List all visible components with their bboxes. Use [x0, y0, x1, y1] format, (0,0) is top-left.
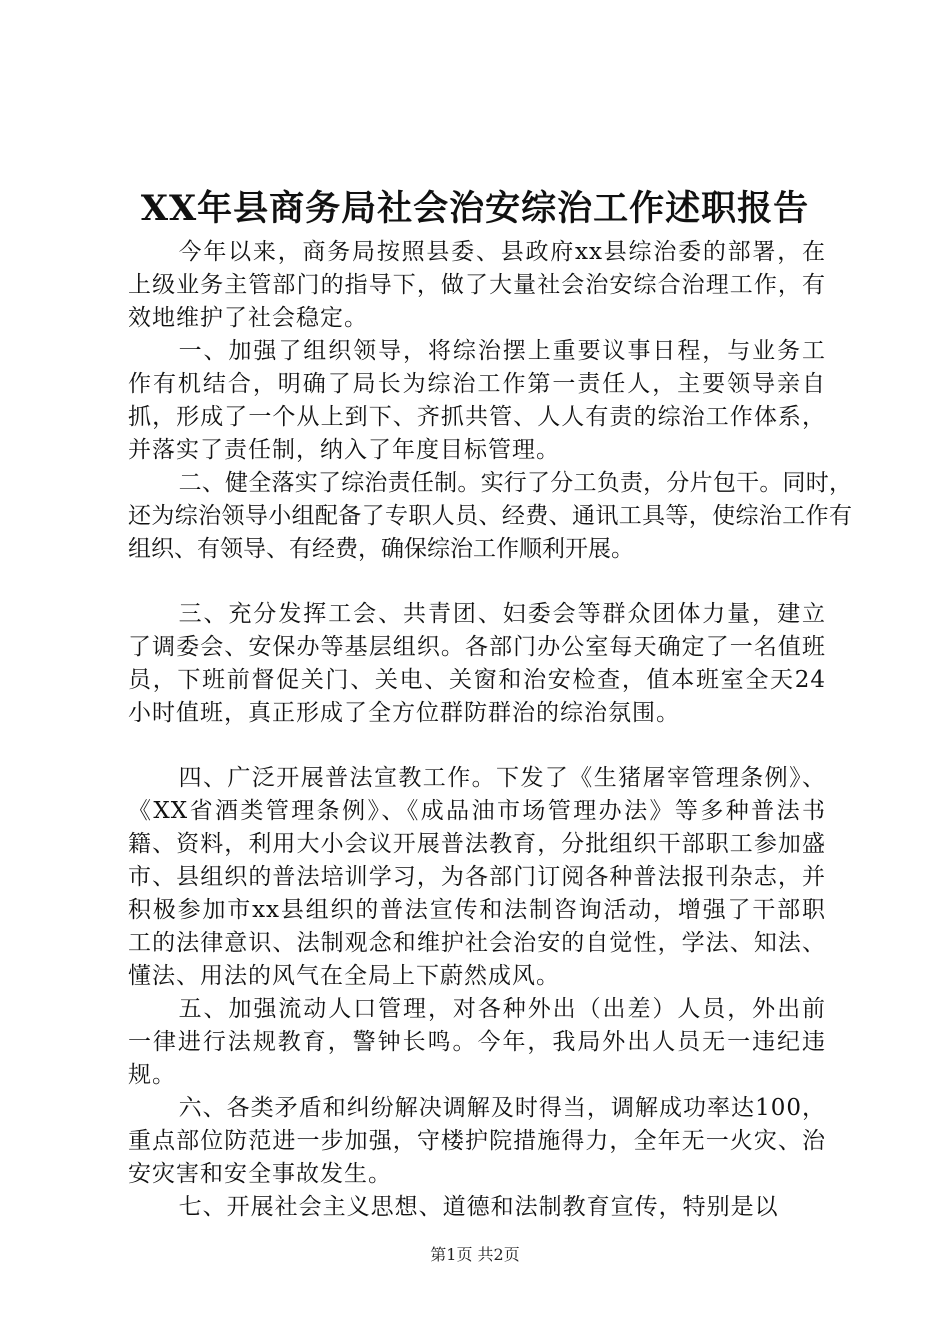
- paragraph-section-5: 五、加强流动人口管理，对各种外出（出差）人员，外出前一律进行法规教育，警钟长鸣。今年，我局外出人员无一违纪违规。: [128, 996, 826, 1088]
- page-footer: 第1页 共2页: [430, 1245, 520, 1264]
- paragraph-section-6: 六、各类矛盾和纠纷解决调解及时得当，调解成功率达100，重点部位防范进一步加强，守楼护院措施得力，全年无一火灾、治安灾害和安全事故发生。: [128, 1095, 826, 1187]
- document-body: [128, 236, 852, 1224]
- paragraph-intro: 今年以来，商务局按照县委、县政府xx县综治委的部署，在上级业务主管部门的指导下，做了大量社会治安综合治理工作，有效地维护了社会稳定。: [128, 239, 826, 331]
- paragraph-gap: [128, 566, 826, 598]
- paragraph-section-2: 二、健全落实了综治责任制。实行了分工负责，分片包干。同时，还为综治领导小组配备了专职人员、经费、通讯工具等，使综治工作有组织、有领导、有经费，确保综治工作顺利开展。: [128, 470, 852, 562]
- paragraph-section-7: 七、开展社会主义思想、道德和法制教育宣传，特别是以: [178, 1194, 779, 1220]
- paragraph-section-1: 一、加强了组织领导，将综治摆上重要议事日程，与业务工作有机结合，明确了局长为综治工作第一责任人，主要领导亲自抓，形成了一个从上到下、齐抓共管、人人有责的综治工作体系，并落实了责任制，纳入了年度目标管理。: [128, 338, 826, 463]
- paragraph-gap: [128, 730, 826, 762]
- paragraph-section-3: 三、充分发挥工会、共青团、妇委会等群众团体力量，建立了调委会、安保办等基层组织。各部门办公室每天确定了一名值班员，下班前督促关门、关电、关窗和治安检查，值本班室全天24小时值班，真正形成了全方位群防群治的综治氛围。: [128, 601, 826, 726]
- document-title: XX年县商务局社会治安综治工作述职报告: [140, 188, 810, 229]
- paragraph-section-4: 四、广泛开展普法宣教工作。下发了《生猪屠宰管理条例》、《XX省酒类管理条例》、《成品油市场管理办法》等多种普法书籍、资料，利用大小会议开展普法教育，分批组织干部职工参加盛市、县组织的普法培训学习，为各部门订阅各种普法报刊杂志，并积极参加市xx县组织的普法宣传和法制咨询活动，增强了干部职工的法律意识、法制观念和维护社会治安的自觉性，学法、知法、懂法、用法的风气在全局上下蔚然成风。: [128, 765, 826, 989]
